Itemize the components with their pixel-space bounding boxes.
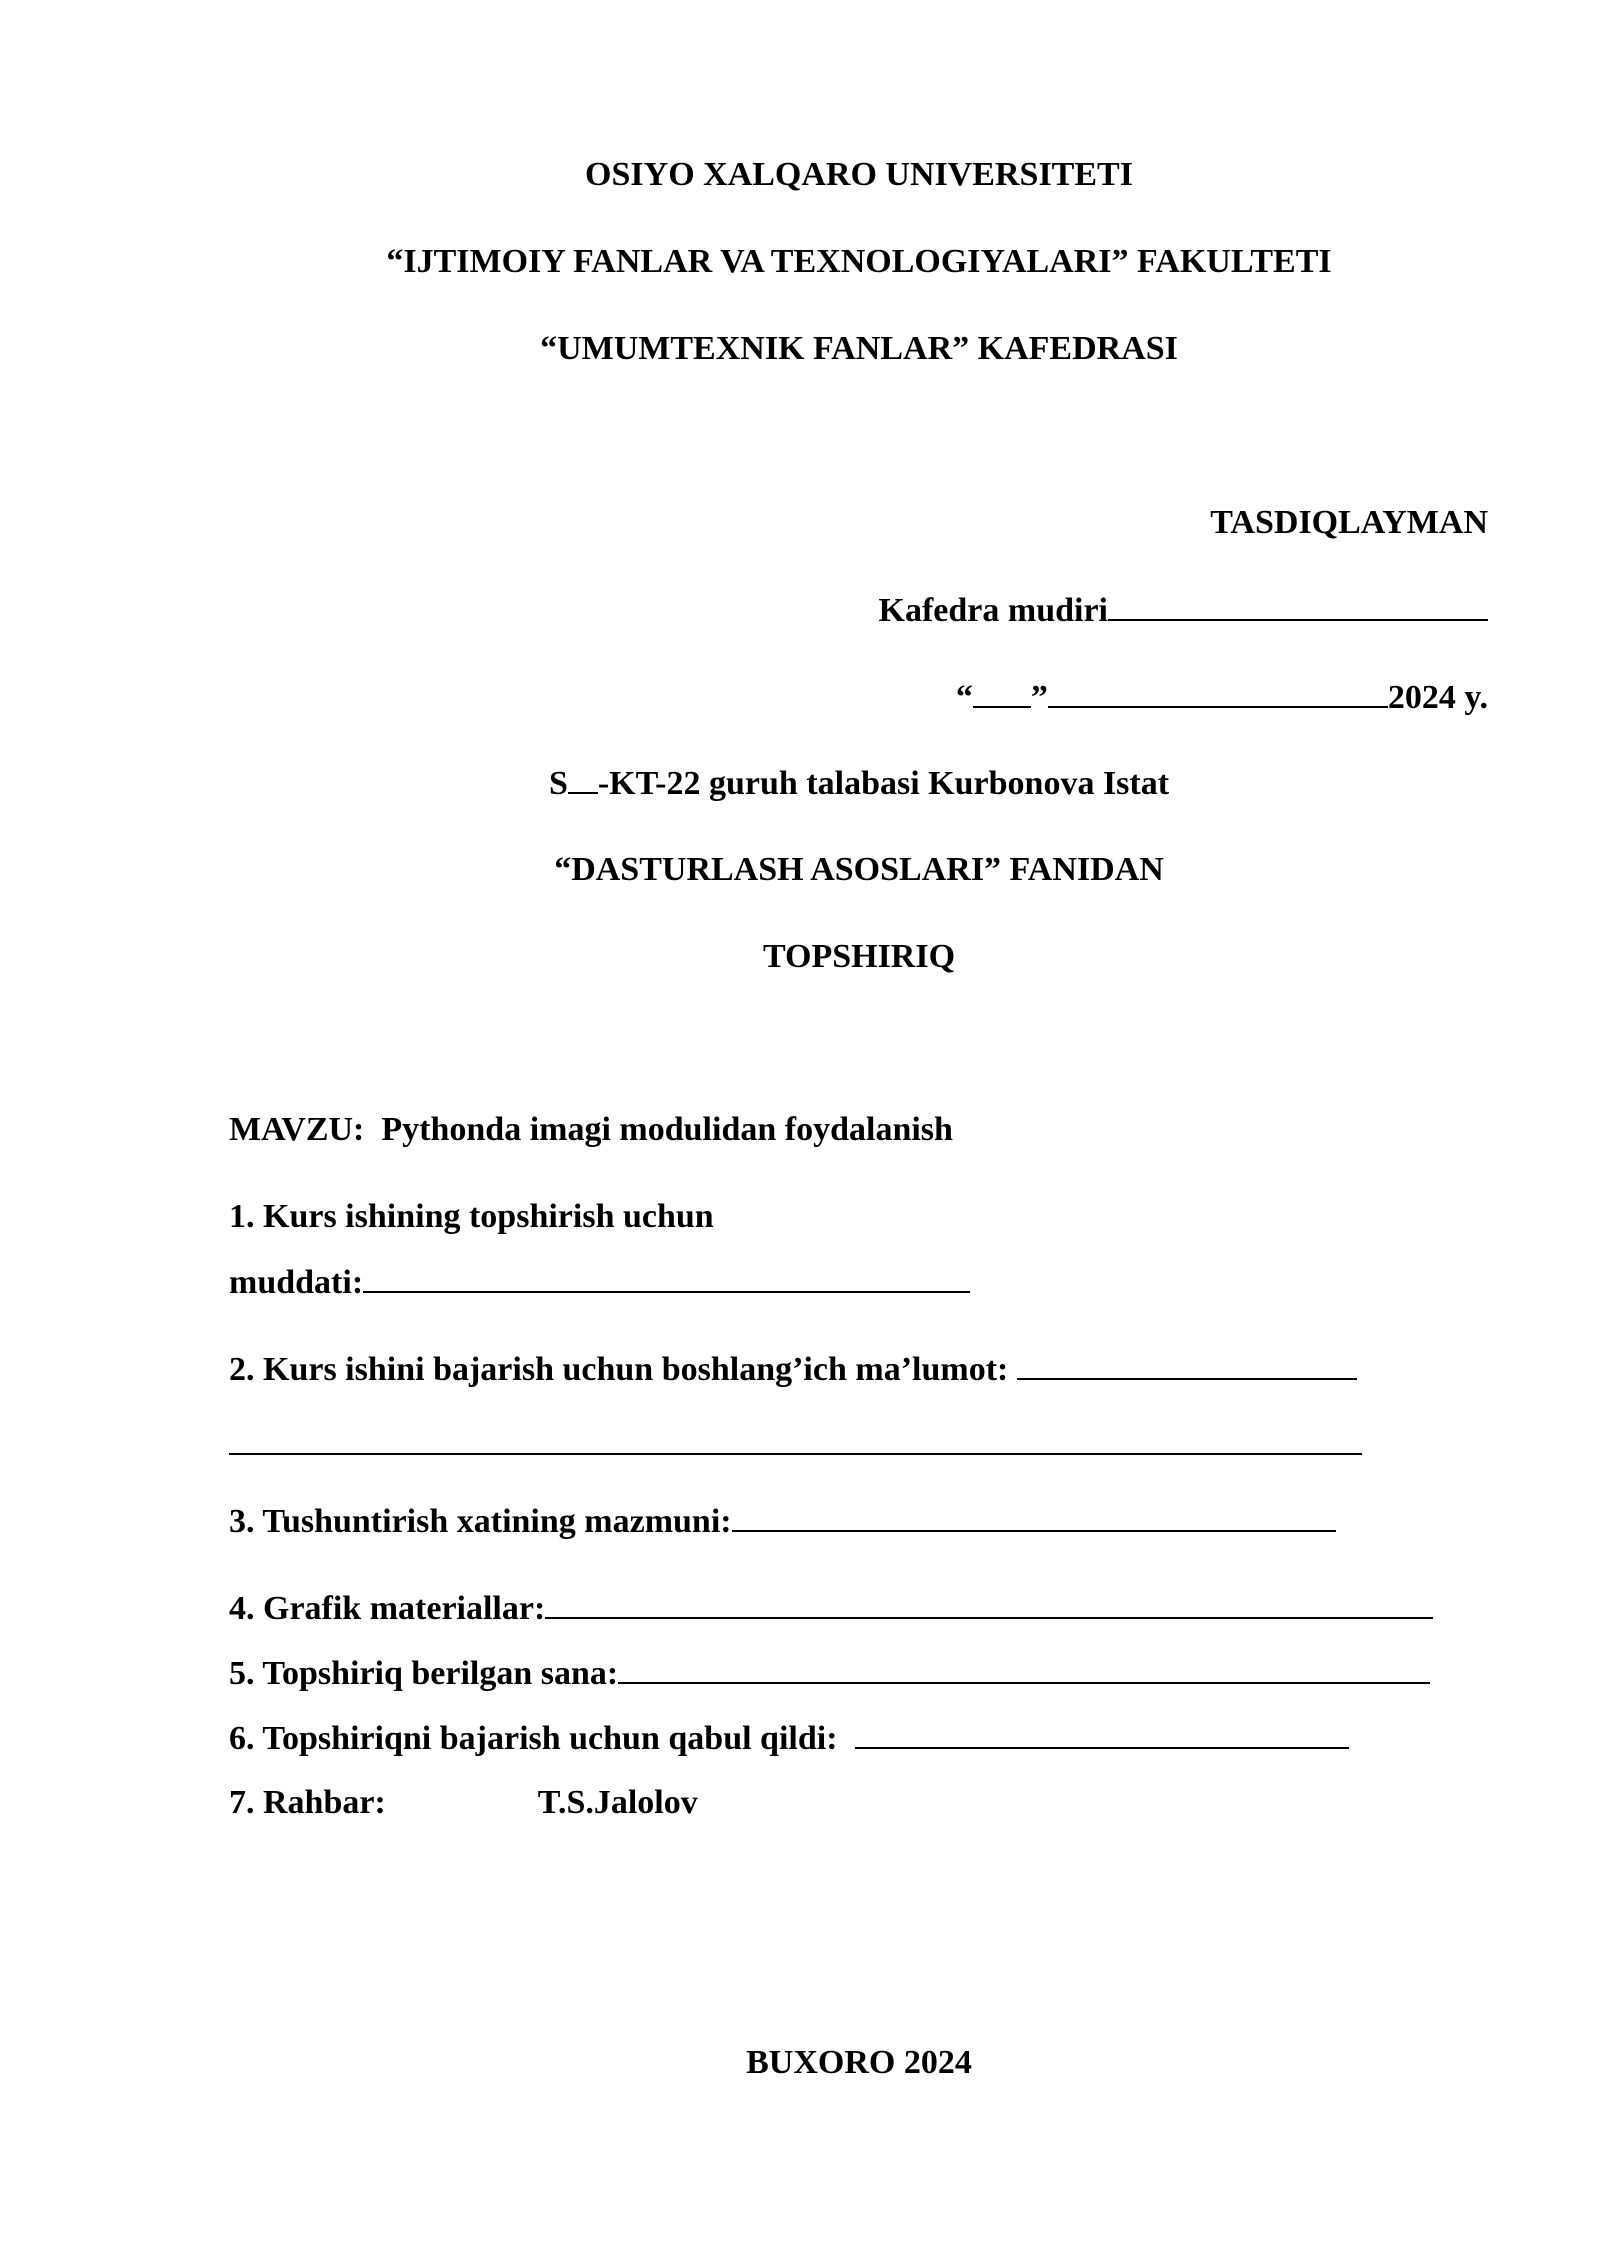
department-name: “UMUMTEXNIK FANLAR” KAFEDRASI [540, 330, 1178, 367]
city-year: BUXORO 2024 [746, 2044, 972, 2081]
head-of-department-line [879, 593, 1488, 628]
topic-line [229, 1113, 953, 1147]
group-prefix: S [548, 765, 568, 802]
item-3-line [229, 1504, 1336, 1539]
item-2-continuation [229, 1427, 1362, 1462]
item-2-label: 2. Kurs ishini bajarish uchun boshlang’ich ma’lumot: [229, 1351, 1009, 1388]
item-5-label: 5. Topshiriq berilgan sana: [229, 1655, 619, 1692]
date-open-quote: “ [955, 679, 973, 716]
item-4-label: 4. Grafik materiallar: [229, 1590, 546, 1627]
approval-year: 2024 y. [1387, 679, 1488, 716]
deadline-blank [363, 1265, 970, 1293]
topic-value: Pythonda imagi modulidan foydalanish [381, 1111, 953, 1148]
topic-label: MAVZU: [229, 1111, 365, 1148]
head-of-department-label: Kafedra mudiri [878, 592, 1108, 629]
month-blank [1048, 680, 1388, 708]
approval-title: TASDIQLAYMAN [1210, 504, 1488, 541]
date-close-quote: ” [1030, 679, 1048, 716]
approval-date-line [956, 680, 1488, 715]
item-1-line-1: 1. Kurs ishining topshirish uchun [229, 1198, 714, 1235]
item-3-label: 3. Tushuntirish xatining mazmuni: [229, 1503, 732, 1540]
item-1-deadline-label: muddati: [229, 1264, 364, 1301]
item-6-line [229, 1721, 1349, 1756]
signature-blank [1108, 593, 1488, 621]
document-title: TOPSHIRIQ [762, 938, 956, 975]
initial-data-blank-1 [1017, 1352, 1357, 1380]
student-group-name: -KT-22 guruh talabasi Kurbonova Istat [597, 765, 1170, 802]
initial-data-blank-2 [229, 1427, 1362, 1455]
subject-name: “DASTURLASH ASOSLARI” FANIDAN [554, 851, 1164, 888]
university-name: OSIYO XALQARO UNIVERSITETI [585, 156, 1133, 193]
issue-date-blank [618, 1656, 1430, 1684]
item-6-label: 6. Topshiriqni bajarish uchun qabul qildi: [229, 1720, 838, 1757]
student-line [0, 766, 1600, 801]
item-1-line-2 [229, 1265, 970, 1300]
item-7-label: 7. Rahbar: [229, 1784, 386, 1821]
explanation-content-blank [732, 1504, 1336, 1532]
group-number-blank [568, 766, 598, 794]
graphic-materials-blank [545, 1591, 1433, 1619]
accepted-by-blank [855, 1721, 1349, 1749]
supervisor-name: T.S.Jalolov [537, 1784, 698, 1821]
item-7-line [229, 1786, 698, 1820]
faculty-name: “IJTIMOIY FANLAR VA TEXNOLOGIYALARI” FAKULTETI [386, 243, 1332, 280]
item-2-line [229, 1352, 1357, 1387]
item-5-line [229, 1656, 1430, 1691]
day-blank [973, 680, 1031, 708]
item-4-line [229, 1591, 1433, 1626]
